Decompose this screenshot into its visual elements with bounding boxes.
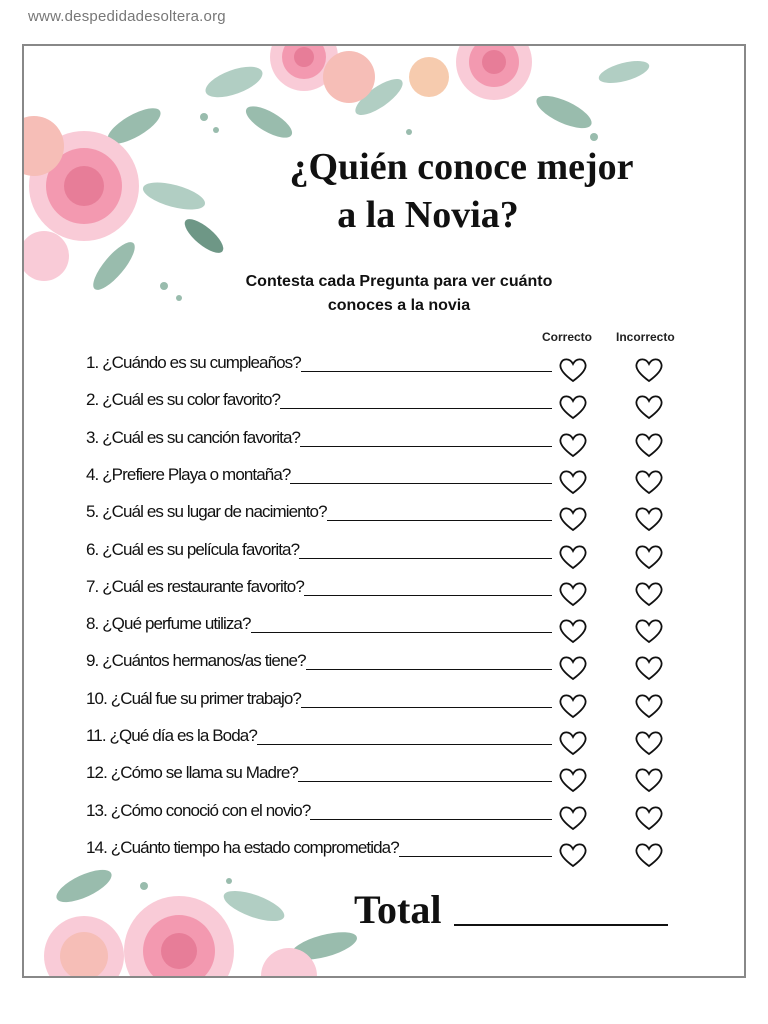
incorrect-heart-icon[interactable] — [634, 543, 664, 570]
correct-heart-icon[interactable] — [558, 804, 588, 831]
subtitle-line-1: Contesta cada Pregunta para ver cuánto — [245, 273, 553, 290]
question-row — [86, 576, 706, 608]
question-text: 10. ¿Cuál fue su primer trabajo? — [86, 688, 301, 708]
incorrect-heart-icon[interactable] — [634, 692, 664, 719]
incorrect-heart-icon[interactable] — [634, 468, 664, 495]
question-text: 6. ¿Cuál es su película favorita? — [86, 539, 300, 559]
total-label: Total — [354, 887, 442, 932]
incorrect-heart-icon[interactable] — [634, 766, 664, 793]
column-header-incorrect: Incorrecto — [616, 330, 675, 344]
question-text: 11. ¿Qué día es la Boda? — [86, 726, 257, 745]
question-text: 2. ¿Cuál es su color favorito? — [86, 390, 281, 410]
question-row — [86, 427, 706, 459]
correct-heart-icon[interactable] — [558, 580, 588, 607]
correct-heart-icon[interactable] — [558, 356, 588, 383]
incorrect-heart-icon[interactable] — [634, 356, 664, 383]
incorrect-heart-icon[interactable] — [634, 841, 664, 868]
question-text: 13. ¿Cómo conoció con el novio? — [86, 800, 311, 820]
correct-heart-icon[interactable] — [558, 692, 588, 719]
correct-heart-icon[interactable] — [558, 841, 588, 868]
incorrect-heart-icon[interactable] — [634, 729, 664, 756]
correct-heart-icon[interactable] — [558, 431, 588, 458]
incorrect-heart-icon[interactable] — [634, 431, 664, 458]
question-row — [86, 501, 706, 533]
question-text: 4. ¿Prefiere Playa o montaña? — [86, 464, 291, 484]
incorrect-heart-icon[interactable] — [634, 804, 664, 831]
question-row — [86, 352, 706, 384]
correct-heart-icon[interactable] — [558, 393, 588, 420]
question-row — [86, 800, 706, 832]
incorrect-heart-icon[interactable] — [634, 505, 664, 532]
correct-heart-icon[interactable] — [558, 729, 588, 756]
question-text: 12. ¿Cómo se llama su Madre? — [86, 763, 298, 783]
correct-heart-icon[interactable] — [558, 654, 588, 681]
question-row — [86, 539, 706, 571]
question-text: 14. ¿Cuánto tiempo ha estado comprometida? — [86, 837, 399, 857]
question-text: 9. ¿Cuántos hermanos/as tiene? — [86, 651, 306, 671]
question-row — [86, 837, 706, 869]
subtitle-line-2: conoces a la novia — [327, 297, 471, 314]
correct-heart-icon[interactable] — [558, 543, 588, 570]
correct-heart-icon[interactable] — [558, 468, 588, 495]
question-row — [86, 464, 706, 496]
bottom-flowers-decoration — [24, 866, 384, 978]
correct-heart-icon[interactable] — [558, 766, 588, 793]
column-header-correct: Correcto — [542, 330, 593, 344]
incorrect-heart-icon[interactable] — [634, 617, 664, 644]
incorrect-heart-icon[interactable] — [634, 393, 664, 420]
incorrect-heart-icon[interactable] — [634, 654, 664, 681]
question-text: 5. ¿Cuál es su lugar de nacimiento? — [86, 502, 327, 522]
worksheet-frame — [22, 44, 746, 978]
title-line-1: ¿Quién conoce mejor — [289, 146, 634, 188]
site-url: www.despedidadesoltera.org — [28, 8, 226, 25]
question-row — [86, 613, 706, 645]
correct-heart-icon[interactable] — [558, 617, 588, 644]
title-line-2: a la Novia? — [337, 194, 519, 236]
question-row — [86, 725, 706, 757]
question-text: 1. ¿Cuándo es su cumpleaños? — [86, 353, 301, 372]
question-row — [86, 688, 706, 720]
incorrect-heart-icon[interactable] — [634, 580, 664, 607]
total-answer-line[interactable] — [454, 924, 668, 926]
question-row — [86, 650, 706, 682]
correct-heart-icon[interactable] — [558, 505, 588, 532]
question-row — [86, 762, 706, 794]
question-text: 8. ¿Qué perfume utiliza? — [86, 614, 251, 634]
question-text: 3. ¿Cuál es su canción favorita? — [86, 427, 301, 447]
question-text: 7. ¿Cuál es restaurante favorito? — [86, 576, 304, 596]
question-row — [86, 389, 706, 421]
